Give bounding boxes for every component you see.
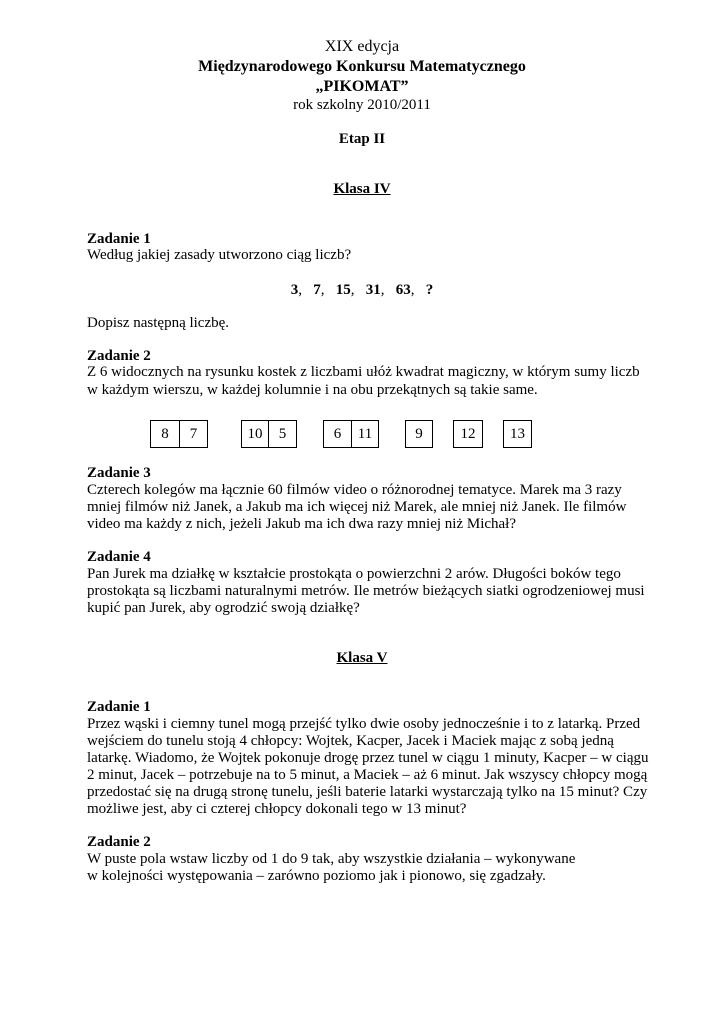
sequence-separator: ,: [410, 282, 415, 298]
sequence-separator: ,: [298, 282, 302, 298]
tile-number: 5: [278, 426, 287, 442]
class4-task2-title: Zadanie 2: [87, 348, 151, 364]
sequence-term: 15: [335, 282, 351, 298]
number-tile: [323, 420, 379, 448]
number-tile: [503, 420, 532, 448]
tile-number: 12: [460, 426, 476, 442]
class5-task1-line: przedostać się na drugą stronę tunelu, jeśli baterie latarki wystarczają tylko na 15 minut? Czy: [87, 784, 648, 800]
class4-heading: Klasa IV: [333, 181, 391, 197]
class4-task4-line: kupić pan Jurek, aby ogrodzić swoją działkę?: [87, 600, 360, 616]
class4-task3-line: video ma każdy z nich, jeżeli Jakub ma ich dwa razy mniej niż Michał?: [87, 516, 517, 532]
sequence-separator: ,: [350, 282, 355, 298]
class4-task3-line: Czterech kolegów ma łącznie 60 filmów video o różnorodnej tematyce. Marek ma 3 razy: [87, 482, 622, 498]
edition-heading: XIX edycja: [324, 38, 400, 55]
class4-task1-title: Zadanie 1: [87, 231, 151, 247]
tile-number: 6: [333, 426, 342, 442]
tile-number: 10: [247, 426, 263, 442]
sequence-separator: ,: [380, 282, 385, 298]
number-sequence: [0, 282, 724, 299]
class5-task1-line: Przez wąski i ciemny tunel mogą przejść tylko dwie osoby jednocześnie i to z latarką. Przed: [87, 716, 641, 732]
class5-task1-line: możliwe jest, aby ci czterej chłopcy dokonali tego w 13 minut?: [87, 801, 467, 817]
class5-task2-line: w kolejności występowania – zarówno poziomo jak i pionowo, się zgadzały.: [87, 868, 546, 884]
sequence-term: 3: [290, 282, 299, 298]
tile-number: 7: [189, 426, 198, 442]
tile-number: 11: [357, 426, 373, 442]
class5-task1-line: 2 minut, Jacek – potrzebuje na to 5 minut, a Maciek – aż 6 minut. Jak wszyscy chłopcy mogą: [87, 767, 648, 783]
class5-task1-line: wejściem do tunelu stoją 4 chłopcy: Wojtek, Kacper, Jacek i Maciek mając z sobą jedną: [87, 733, 614, 749]
class4-task4-title: Zadanie 4: [87, 549, 151, 565]
sequence-separator: ,: [320, 282, 325, 298]
class4-task3-title: Zadanie 3: [87, 465, 151, 481]
number-tile: [405, 420, 433, 448]
number-tile: [453, 420, 483, 448]
class4-task3-line: mniej filmów niż Janek, a Jakub ma ich więcej niż Marek, ale mniej niż Janek. Ile filmów: [87, 499, 627, 515]
class4-task1-instruction: Dopisz następną liczbę.: [87, 315, 230, 331]
class4-task2-line: w każdym wierszu, w każdej kolumnie i na obu przekątnych są takie same.: [87, 382, 538, 398]
contest-name: „PIKOMAT”: [315, 78, 409, 95]
class5-task1-title: Zadanie 1: [87, 699, 151, 715]
sequence-term: ?: [425, 282, 434, 298]
class4-task1-question: Według jakiej zasady utworzono ciąg liczb?: [87, 247, 352, 263]
class4-task4-line: prostokąta są liczbami naturalnymi metrów. Ile metrów bieżących siatki ogrodzeniowej musi: [87, 583, 645, 599]
contest-heading: Międzynarodowego Konkursu Matematycznego: [198, 58, 526, 75]
number-tile: [241, 420, 297, 448]
class5-heading: Klasa V: [336, 650, 388, 666]
class4-task2-line: Z 6 widocznych na rysunku kostek z liczbami ułóż kwadrat magiczny, w którym sumy liczb: [87, 364, 640, 380]
sequence-term: 63: [395, 282, 411, 298]
class5-task2-title: Zadanie 2: [87, 834, 151, 850]
sequence-term: 31: [365, 282, 381, 298]
class4-task4-line: Pan Jurek ma działkę w kształcie prostokąta o powierzchni 2 arów. Długości boków tego: [87, 566, 621, 582]
class5-task2-line: W puste pola wstaw liczby od 1 do 9 tak, aby wszystkie działania – wykonywane: [87, 851, 576, 867]
tile-number: 8: [161, 426, 169, 442]
number-tile: [150, 420, 208, 448]
school-year: rok szkolny 2010/2011: [293, 97, 431, 113]
sequence-term: 7: [313, 282, 321, 298]
class5-task1-line: latarkę. Wiadomo, że Wojtek pokonuje drogę przez tunel w ciągu 1 minuty, Kacper – w ciągu: [87, 750, 649, 766]
stage-heading: Etap II: [338, 131, 386, 147]
tile-number: 9: [415, 426, 423, 442]
tile-number: 13: [510, 426, 525, 442]
